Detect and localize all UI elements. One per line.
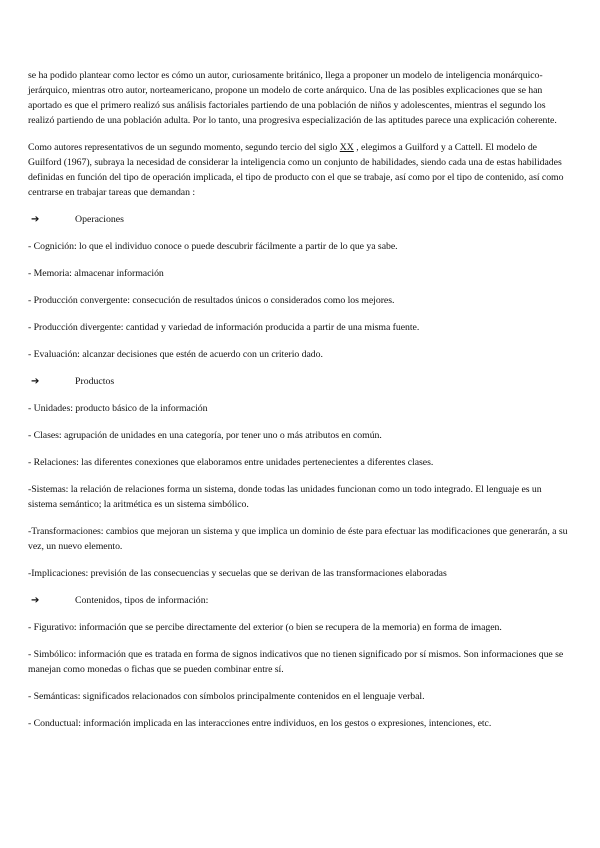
list-item-evaluacion: - Evaluación: alcanzar decisiones que estén de acuerdo con un criterio dado. bbox=[28, 349, 323, 360]
arrow-right-icon: ➔ bbox=[31, 376, 40, 387]
list-item-produccion-convergente: - Producción convergente: consecución de resultados únicos o considerados como los mejores. bbox=[28, 295, 395, 306]
list-item-sistemas: -Sistemas: la relación de relaciones forma un sistema, donde todas las unidades funcionan como un todo integrado. El lenguaje es un sistema semántico; la aritmética es un sistema simbólico. bbox=[28, 484, 542, 510]
arrow-right-icon: ➔ bbox=[31, 214, 40, 225]
section-title-operations: Operaciones bbox=[75, 214, 124, 225]
list-item-clases: - Clases: agrupación de unidades en una categoría, por tener uno o más atributos en común. bbox=[28, 430, 382, 441]
list-item-simbolico: - Simbólico: información que es tratada en forma de signos indicativos que no tienen significado por sí mismos. Son informaciones que se manejan como monedas o fichas que se pueden combinar entre sí. bbox=[28, 649, 564, 675]
list-item-cognicion: - Cognición: lo que el individuo conoce o puede descubrir fácilmente a partir de lo que ya sabe. bbox=[28, 241, 398, 252]
list-item-produccion-divergente: - Producción divergente: cantidad y variedad de información producida a partir de una misma fuente. bbox=[28, 322, 420, 333]
list-item-unidades: - Unidades: producto básico de la información bbox=[28, 403, 208, 414]
document-page bbox=[28, 68, 568, 731]
section-heading-contents bbox=[28, 593, 568, 608]
section-heading-operations bbox=[28, 212, 568, 227]
list-item-memoria: - Memoria: almacenar información bbox=[28, 268, 164, 279]
section-heading-products bbox=[28, 374, 568, 389]
section-title-products: Productos bbox=[75, 376, 115, 387]
intro-paragraph: se ha podido plantear como lector es cómo un autor, curiosamente británico, llega a proponer un modelo de inteligencia monárquico-jerárquico, mientras otro autor, norteamericano, propone un modelo de corte anárquico. Una de las posibles explicaciones que se han aportado es que el primero realizó sus análisis factoriales partiendo de una población de niños y adolescentes, mientras el segundo los realizó partiendo de una población adulta. Por lo tanto, una progresiva especialización de las aptitudes parece una explicación coherente. bbox=[28, 70, 557, 126]
section-title-contents: Contenidos, tipos de información: bbox=[75, 595, 209, 606]
list-item-semanticas: - Semánticas: significados relacionados con símbolos principalmente contenidos en el lenguaje verbal. bbox=[28, 691, 425, 702]
list-item-implicaciones: -Implicaciones: previsión de las consecuencias y secuelas que se derivan de las transformaciones elaboradas bbox=[28, 568, 447, 579]
guilford-paragraph-text-2: , elegimos a Guilford y a Cattell. El modelo de Guilford (1967), subraya la necesidad de considerar la inteligencia como un conjunto de habilidades, siendo cada una de estas habilidades definidas en función del tipo de operación implicada, el tipo de producto con el que se trabaje, así como por el tipo de contenido, así como centrarse en trabajar tareas que demandan : bbox=[28, 142, 564, 198]
list-item-figurativo: - Figurativo: información que se percibe directamente del exterior (o bien se recupera de la memoria) en forma de imagen. bbox=[28, 622, 502, 633]
century-text: XX bbox=[339, 142, 354, 153]
guilford-paragraph bbox=[28, 140, 568, 200]
list-item-transformaciones: -Transformaciones: cambios que mejoran un sistema y que implica un dominio de éste para efectuar las modificaciones que generarán, a su vez, un nuevo elemento. bbox=[28, 526, 568, 552]
list-item-conductual: - Conductual: información implicada en las interacciones entre individuos, en los gestos o expresiones, intenciones, etc. bbox=[28, 718, 492, 729]
list-item-relaciones: - Relaciones: las diferentes conexiones que elaboramos entre unidades pertenecientes a diferentes clases. bbox=[28, 457, 434, 468]
guilford-paragraph-text-1: Como autores representativos de un segundo momento, segundo tercio del siglo bbox=[28, 142, 340, 153]
arrow-right-icon: ➔ bbox=[31, 595, 40, 606]
